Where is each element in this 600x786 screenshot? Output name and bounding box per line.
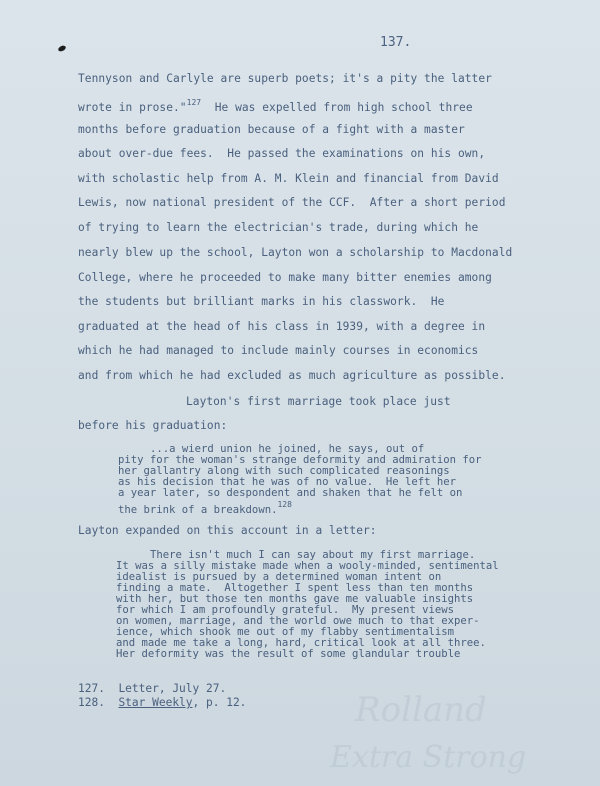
quote-line: There isn't much I can say about my first marriage. <box>150 549 476 561</box>
quote-line: It was a silly mistake made when a wooly-minded, sentimental <box>116 560 499 572</box>
body-line: the students but brilliant marks in his classwork. He <box>78 295 445 308</box>
body-line: Lewis, now national president of the CCF. After a short period <box>78 196 506 209</box>
quote-line: Her deformity was the result of some glandular trouble <box>116 648 461 660</box>
body-line: and from which he had excluded as much agriculture as possible. <box>78 369 506 382</box>
body-line: nearly blew up the school, Layton won a scholarship to Macdonald <box>78 246 513 259</box>
footnote-ref-128: 128 <box>277 500 292 509</box>
quote-line: for which I am profoundly grateful. My present views <box>116 604 455 616</box>
quote-line: as his decision that he was of no value. He left her <box>118 476 457 488</box>
body-line: graduated at the head of his class in 1939, with a degree in <box>78 320 486 333</box>
body-line: College, where he proceeded to make many bitter enemies among <box>78 271 492 284</box>
quote-line: ...a wierd union he joined, he says, out of <box>150 443 425 455</box>
watermark-subtitle: Extra Strong <box>330 740 527 775</box>
quote-line: on women, marriage, and the world owe much to that exper- <box>116 615 480 627</box>
body-line: of trying to learn the electrician's trade, during which he <box>78 221 479 234</box>
body-line: Layton expanded on this account in a letter: <box>78 524 377 537</box>
footnote-127: 127. Letter, July 27. <box>78 682 227 695</box>
body-line: with scholastic help from A. M. Klein and financial from David <box>78 172 499 185</box>
quote-line: the brink of a breakdown.$^{128}$ <box>118 500 292 516</box>
quote-line: with her, but those ten months gave me valuable insights <box>116 593 474 605</box>
body-line: about over-due fees. He passed the examinations on his own, <box>78 147 486 160</box>
quote-line: a year later, so despondent and shaken that he felt on <box>118 487 463 499</box>
footnote-ref-127: 127 <box>186 98 202 107</box>
quote-line: her gallantry along with such complicated reasonings <box>118 465 450 477</box>
quote-line: pity for the woman's strange deformity and admiration for <box>118 454 482 466</box>
quote-line: finding a mate. Altogether I spent less than ten months <box>116 582 474 594</box>
quote-line: ience, which shook me out of my flabby sentimentalism <box>116 626 455 638</box>
body-line: Tennyson and Carlyle are superb poets; it's a pity the latter <box>78 72 492 85</box>
quote-line: idealist is pursued by a determined woman intent on <box>116 571 442 583</box>
body-line: months before graduation because of a fight with a master <box>78 123 465 136</box>
watermark-brand: Rolland <box>355 690 487 730</box>
body-line: before his graduation: <box>78 419 228 432</box>
quote-line: and made me take a long, hard, critical look at all three. <box>116 637 486 649</box>
ink-dot <box>57 45 66 53</box>
footnote-128: 128. Star Weekly, p. 12. <box>78 696 247 709</box>
body-line: wrote in prose."$^{127}$ He was expelled from high school three <box>78 98 473 114</box>
paragraph-indent-line: Layton's first marriage took place just <box>186 395 451 408</box>
body-line: which he had managed to include mainly courses in economics <box>78 344 479 357</box>
page-number: 137. <box>380 35 412 50</box>
